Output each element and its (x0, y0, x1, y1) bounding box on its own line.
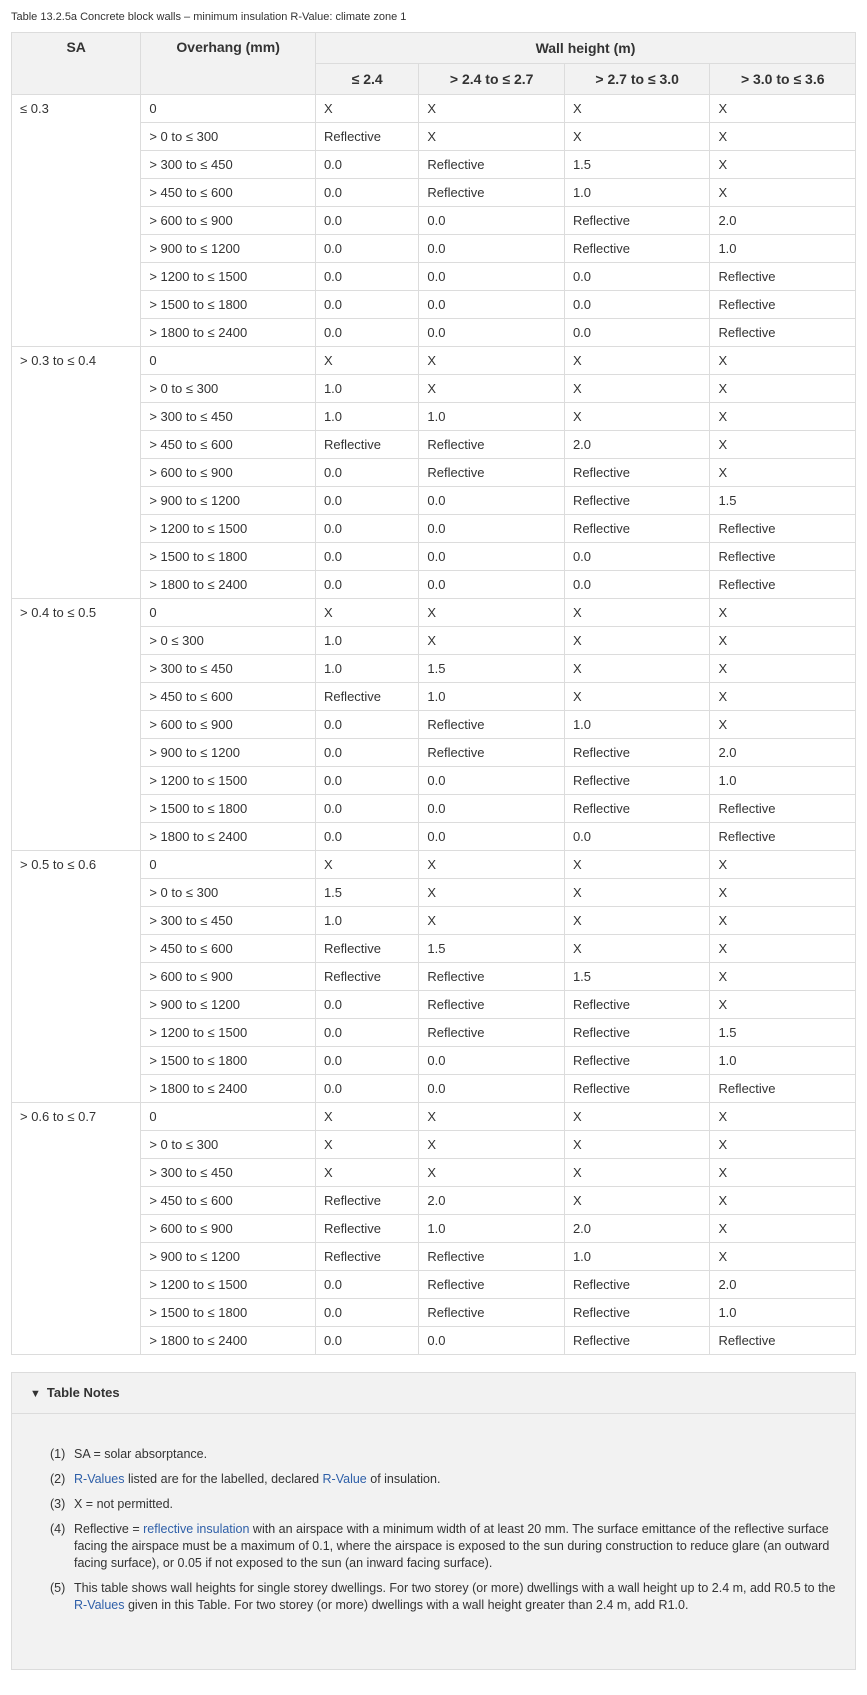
value-cell: Reflective (419, 711, 565, 739)
note-text-segment: This table shows wall heights for single storey dwellings. For two storey (or more) dwellings with a wall height up to 2.4 m, add R0.5 to the (74, 1581, 836, 1595)
overhang-cell: > 300 to ≤ 450 (141, 655, 316, 683)
value-cell: X (564, 403, 710, 431)
value-cell: Reflective (564, 487, 710, 515)
value-cell: 2.0 (710, 1271, 856, 1299)
value-cell: X (710, 627, 856, 655)
value-cell: Reflective (419, 739, 565, 767)
value-cell: Reflective (419, 1019, 565, 1047)
value-cell: 1.5 (315, 879, 418, 907)
value-cell: 0.0 (419, 795, 565, 823)
value-cell: 1.0 (419, 1215, 565, 1243)
value-cell: 0.0 (315, 543, 418, 571)
value-cell: X (315, 1103, 418, 1131)
value-cell: 0.0 (315, 991, 418, 1019)
overhang-cell: > 300 to ≤ 450 (141, 907, 316, 935)
value-cell: X (710, 123, 856, 151)
value-cell: X (710, 851, 856, 879)
overhang-cell: > 450 to ≤ 600 (141, 1187, 316, 1215)
value-cell: X (710, 1187, 856, 1215)
header-row (12, 33, 856, 64)
value-cell: 0.0 (315, 263, 418, 291)
overhang-cell: > 1200 to ≤ 1500 (141, 1271, 316, 1299)
value-cell: 1.0 (315, 655, 418, 683)
overhang-cell: > 1200 to ≤ 1500 (141, 263, 316, 291)
overhang-cell: > 1500 to ≤ 1800 (141, 291, 316, 319)
note-text (74, 1580, 837, 1614)
value-cell: X (419, 851, 565, 879)
overhang-cell: > 300 to ≤ 450 (141, 403, 316, 431)
value-cell: 1.0 (710, 767, 856, 795)
value-cell: 0.0 (315, 739, 418, 767)
value-cell: 0.0 (315, 179, 418, 207)
sa-cell: ≤ 0.3 (12, 95, 141, 347)
value-cell: X (564, 907, 710, 935)
value-cell: X (710, 879, 856, 907)
value-cell: X (419, 1103, 565, 1131)
value-cell: X (710, 1131, 856, 1159)
overhang-cell: > 0 to ≤ 300 (141, 375, 316, 403)
note-text-segment: Reflective = (74, 1522, 144, 1536)
value-cell: Reflective (564, 235, 710, 263)
value-cell: 1.0 (419, 403, 565, 431)
overhang-cell: > 1800 to ≤ 2400 (141, 571, 316, 599)
value-cell: 0.0 (419, 263, 565, 291)
overhang-cell: 0 (141, 95, 316, 123)
note-number: (4) (50, 1522, 66, 1536)
overhang-cell: 0 (141, 347, 316, 375)
overhang-cell: > 1200 to ≤ 1500 (141, 515, 316, 543)
overhang-cell: > 600 to ≤ 900 (141, 711, 316, 739)
value-cell: Reflective (710, 795, 856, 823)
overhang-cell: > 600 to ≤ 900 (141, 459, 316, 487)
value-cell: 0.0 (419, 571, 565, 599)
value-cell: 0.0 (315, 1019, 418, 1047)
overhang-cell: > 600 to ≤ 900 (141, 1215, 316, 1243)
note-number: (2) (50, 1472, 66, 1486)
value-cell: 1.0 (564, 711, 710, 739)
value-cell: X (419, 1159, 565, 1187)
value-cell: X (710, 1215, 856, 1243)
header-height-col: > 2.7 to ≤ 3.0 (564, 64, 710, 95)
header-wall-height: Wall height (m) (315, 33, 855, 64)
header-height-col: > 2.4 to ≤ 2.7 (419, 64, 565, 95)
value-cell: X (710, 151, 856, 179)
value-cell: X (710, 711, 856, 739)
value-cell: Reflective (710, 291, 856, 319)
value-cell: 1.0 (710, 1047, 856, 1075)
value-cell: Reflective (419, 1243, 565, 1271)
value-cell: 0.0 (419, 207, 565, 235)
overhang-cell: > 300 to ≤ 450 (141, 1159, 316, 1187)
note-text-segment: of insulation. (366, 1472, 441, 1486)
value-cell: 0.0 (315, 235, 418, 263)
value-cell: X (710, 1103, 856, 1131)
value-cell: X (315, 1131, 418, 1159)
value-cell: X (564, 1131, 710, 1159)
value-cell: X (710, 907, 856, 935)
value-cell: X (710, 347, 856, 375)
notes-list (12, 1414, 855, 1614)
value-cell: Reflective (419, 459, 565, 487)
overhang-cell: > 0 to ≤ 300 (141, 1131, 316, 1159)
value-cell: Reflective (315, 935, 418, 963)
overhang-cell: > 450 to ≤ 600 (141, 179, 316, 207)
overhang-cell: > 300 to ≤ 450 (141, 151, 316, 179)
sa-cell: > 0.6 to ≤ 0.7 (12, 1103, 141, 1355)
value-cell: Reflective (710, 319, 856, 347)
note-text-segment: given in this Table. For two storey (or more) dwellings with a wall height greater than 2.4 m, add R1.0. (124, 1598, 689, 1612)
value-cell: 0.0 (315, 823, 418, 851)
value-cell: X (315, 1159, 418, 1187)
value-cell: 0.0 (315, 1047, 418, 1075)
value-cell: X (710, 655, 856, 683)
note-text (74, 1471, 837, 1488)
value-cell: X (315, 95, 418, 123)
note-link[interactable]: reflective insulation (143, 1522, 250, 1536)
value-cell: X (315, 599, 418, 627)
note-text-segment: SA = solar absorptance. (74, 1447, 208, 1461)
value-cell: 0.0 (419, 319, 565, 347)
note-item (50, 1496, 837, 1513)
overhang-cell: > 900 to ≤ 1200 (141, 235, 316, 263)
value-cell: 0.0 (564, 263, 710, 291)
value-cell: X (564, 375, 710, 403)
value-cell: Reflective (419, 1299, 565, 1327)
note-link[interactable]: R-Values (74, 1598, 125, 1612)
overhang-cell: > 600 to ≤ 900 (141, 963, 316, 991)
value-cell: X (710, 375, 856, 403)
overhang-cell: > 900 to ≤ 1200 (141, 1243, 316, 1271)
overhang-cell: > 600 to ≤ 900 (141, 207, 316, 235)
value-cell: 0.0 (315, 515, 418, 543)
value-cell: Reflective (315, 431, 418, 459)
overhang-cell: 0 (141, 851, 316, 879)
value-cell: X (710, 95, 856, 123)
value-cell: 0.0 (419, 291, 565, 319)
note-item (50, 1580, 837, 1614)
overhang-cell: > 1200 to ≤ 1500 (141, 1019, 316, 1047)
value-cell: 1.0 (564, 1243, 710, 1271)
value-cell: 1.0 (710, 1299, 856, 1327)
value-cell: 0.0 (419, 767, 565, 795)
overhang-cell: > 1500 to ≤ 1800 (141, 1047, 316, 1075)
value-cell: X (564, 347, 710, 375)
value-cell: Reflective (564, 991, 710, 1019)
value-cell: Reflective (419, 431, 565, 459)
value-cell: Reflective (419, 1271, 565, 1299)
value-cell: Reflective (710, 823, 856, 851)
value-cell: Reflective (315, 1243, 418, 1271)
overhang-cell: > 0 ≤ 300 (141, 627, 316, 655)
value-cell: X (315, 347, 418, 375)
value-cell: 1.0 (315, 403, 418, 431)
note-number: (3) (50, 1497, 66, 1511)
value-cell: Reflective (315, 123, 418, 151)
overhang-cell: > 900 to ≤ 1200 (141, 739, 316, 767)
value-cell: X (564, 95, 710, 123)
value-cell: Reflective (564, 1327, 710, 1355)
note-item (50, 1446, 837, 1463)
table-body (12, 95, 856, 1355)
value-cell: X (419, 879, 565, 907)
header-height-col: > 3.0 to ≤ 3.6 (710, 64, 856, 95)
overhang-cell: > 900 to ≤ 1200 (141, 487, 316, 515)
value-cell: 1.5 (419, 935, 565, 963)
value-cell: X (710, 963, 856, 991)
value-cell: X (419, 627, 565, 655)
value-cell: X (710, 1243, 856, 1271)
table-notes-label: Table Notes (46, 1385, 120, 1400)
value-cell: 0.0 (564, 823, 710, 851)
value-cell: Reflective (564, 1075, 710, 1103)
value-cell: X (564, 1103, 710, 1131)
value-cell: Reflective (315, 1187, 418, 1215)
value-cell: X (710, 683, 856, 711)
value-cell: Reflective (419, 991, 565, 1019)
value-cell: Reflective (419, 151, 565, 179)
value-cell: 0.0 (315, 319, 418, 347)
overhang-cell: > 1500 to ≤ 1800 (141, 543, 316, 571)
value-cell: Reflective (564, 515, 710, 543)
insulation-table (11, 32, 856, 1355)
value-cell: 0.0 (315, 767, 418, 795)
overhang-cell: > 450 to ≤ 600 (141, 935, 316, 963)
value-cell: 1.5 (419, 655, 565, 683)
value-cell: X (710, 431, 856, 459)
value-cell: 0.0 (564, 291, 710, 319)
overhang-cell: > 1500 to ≤ 1800 (141, 795, 316, 823)
value-cell: Reflective (564, 1047, 710, 1075)
note-text-segment: X = not permitted. (74, 1497, 174, 1511)
note-text (74, 1446, 837, 1463)
note-link[interactable]: R-Values (74, 1472, 125, 1486)
overhang-cell: 0 (141, 599, 316, 627)
table-row (12, 599, 856, 627)
value-cell: Reflective (564, 1271, 710, 1299)
value-cell: Reflective (564, 1299, 710, 1327)
note-text-segment: with an airspace with a minimum width of at least 20 mm. The surface emittance of the reflective surface facing the airspace must be a maximum of 0.1, where the airspace is exposed to the sun during construction to reduce glare (an outward facing surface), or 0.05 if not exposed to the sun (an inward facing surface). (74, 1522, 830, 1570)
value-cell: Reflective (564, 795, 710, 823)
value-cell: X (564, 683, 710, 711)
sa-cell: > 0.5 to ≤ 0.6 (12, 851, 141, 1103)
note-item (50, 1521, 837, 1572)
value-cell: 0.0 (315, 1075, 418, 1103)
overhang-cell: > 0 to ≤ 300 (141, 879, 316, 907)
value-cell: Reflective (564, 739, 710, 767)
value-cell: 0.0 (419, 543, 565, 571)
value-cell: 0.0 (315, 207, 418, 235)
value-cell: 1.0 (315, 627, 418, 655)
value-cell: X (564, 627, 710, 655)
value-cell: 2.0 (710, 207, 856, 235)
value-cell: 0.0 (419, 515, 565, 543)
value-cell: 1.0 (564, 179, 710, 207)
value-cell: X (710, 599, 856, 627)
value-cell: 0.0 (419, 823, 565, 851)
value-cell: X (564, 1187, 710, 1215)
value-cell: X (564, 655, 710, 683)
note-text (74, 1496, 837, 1513)
value-cell: 0.0 (419, 1047, 565, 1075)
value-cell: 0.0 (564, 543, 710, 571)
value-cell: 2.0 (419, 1187, 565, 1215)
value-cell: X (564, 599, 710, 627)
value-cell: X (564, 1159, 710, 1187)
value-cell: X (419, 907, 565, 935)
value-cell: 1.5 (710, 487, 856, 515)
value-cell: 0.0 (419, 487, 565, 515)
overhang-cell: 0 (141, 1103, 316, 1131)
header-sa: SA (12, 33, 141, 95)
value-cell: 0.0 (419, 235, 565, 263)
value-cell: 1.5 (710, 1019, 856, 1047)
overhang-cell: > 900 to ≤ 1200 (141, 991, 316, 1019)
table-notes-panel (11, 1372, 856, 1670)
value-cell: Reflective (710, 515, 856, 543)
value-cell: Reflective (564, 207, 710, 235)
sa-cell: > 0.4 to ≤ 0.5 (12, 599, 141, 851)
value-cell: Reflective (564, 1019, 710, 1047)
value-cell: X (419, 347, 565, 375)
value-cell: Reflective (564, 459, 710, 487)
value-cell: 1.0 (315, 375, 418, 403)
value-cell: X (710, 179, 856, 207)
value-cell: Reflective (564, 767, 710, 795)
value-cell: X (564, 879, 710, 907)
value-cell: 2.0 (564, 1215, 710, 1243)
note-number: (1) (50, 1447, 66, 1461)
overhang-cell: > 0 to ≤ 300 (141, 123, 316, 151)
note-text (74, 1521, 837, 1572)
note-text-segment: listed are for the labelled, declared (124, 1472, 323, 1486)
value-cell: X (419, 95, 565, 123)
overhang-cell: > 1800 to ≤ 2400 (141, 319, 316, 347)
value-cell: 1.5 (564, 151, 710, 179)
value-cell: 1.0 (315, 907, 418, 935)
value-cell: Reflective (419, 179, 565, 207)
value-cell: X (710, 935, 856, 963)
overhang-cell: > 450 to ≤ 600 (141, 431, 316, 459)
value-cell: X (564, 123, 710, 151)
triangle-down-icon: ▼ (30, 1388, 41, 1400)
value-cell: 0.0 (315, 795, 418, 823)
overhang-cell: > 450 to ≤ 600 (141, 683, 316, 711)
value-cell: Reflective (315, 1215, 418, 1243)
overhang-cell: > 1200 to ≤ 1500 (141, 767, 316, 795)
value-cell: X (419, 599, 565, 627)
value-cell: Reflective (710, 263, 856, 291)
value-cell: 0.0 (315, 1271, 418, 1299)
table-row (12, 1103, 856, 1131)
overhang-cell: > 1800 to ≤ 2400 (141, 1075, 316, 1103)
value-cell: X (710, 459, 856, 487)
value-cell: X (419, 123, 565, 151)
value-cell: X (710, 1159, 856, 1187)
value-cell: Reflective (710, 1327, 856, 1355)
value-cell: 0.0 (315, 291, 418, 319)
value-cell: 1.0 (710, 235, 856, 263)
table-row (12, 95, 856, 123)
value-cell: X (710, 991, 856, 1019)
value-cell: 1.0 (419, 683, 565, 711)
note-number: (5) (50, 1581, 66, 1595)
value-cell: 0.0 (315, 571, 418, 599)
overhang-cell: > 1800 to ≤ 2400 (141, 1327, 316, 1355)
value-cell: X (315, 851, 418, 879)
value-cell: 0.0 (315, 1327, 418, 1355)
value-cell: 0.0 (564, 319, 710, 347)
table-caption: Table 13.2.5a Concrete block walls – minimum insulation R-Value: climate zone 1 (11, 11, 407, 23)
note-link[interactable]: R-Value (322, 1472, 367, 1486)
value-cell: 0.0 (315, 1299, 418, 1327)
note-item (50, 1471, 837, 1488)
value-cell: 0.0 (315, 151, 418, 179)
value-cell: Reflective (710, 543, 856, 571)
value-cell: X (419, 1131, 565, 1159)
value-cell: 2.0 (564, 431, 710, 459)
value-cell: Reflective (315, 683, 418, 711)
value-cell: X (419, 375, 565, 403)
value-cell: X (710, 403, 856, 431)
table-row (12, 851, 856, 879)
value-cell: Reflective (710, 571, 856, 599)
value-cell: 0.0 (419, 1075, 565, 1103)
value-cell: 0.0 (419, 1327, 565, 1355)
value-cell: 1.5 (564, 963, 710, 991)
value-cell: X (564, 935, 710, 963)
table-row (12, 347, 856, 375)
value-cell: X (564, 851, 710, 879)
header-overhang: Overhang (mm) (141, 33, 316, 95)
overhang-cell: > 1500 to ≤ 1800 (141, 1299, 316, 1327)
sa-cell: > 0.3 to ≤ 0.4 (12, 347, 141, 599)
value-cell: 0.0 (315, 711, 418, 739)
header-height-col: ≤ 2.4 (315, 64, 418, 95)
value-cell: 0.0 (564, 571, 710, 599)
value-cell: Reflective (419, 963, 565, 991)
value-cell: 2.0 (710, 739, 856, 767)
overhang-cell: > 1800 to ≤ 2400 (141, 823, 316, 851)
value-cell: Reflective (315, 963, 418, 991)
value-cell: 0.0 (315, 459, 418, 487)
value-cell: 0.0 (315, 487, 418, 515)
table-notes-toggle[interactable] (12, 1373, 855, 1414)
value-cell: Reflective (710, 1075, 856, 1103)
